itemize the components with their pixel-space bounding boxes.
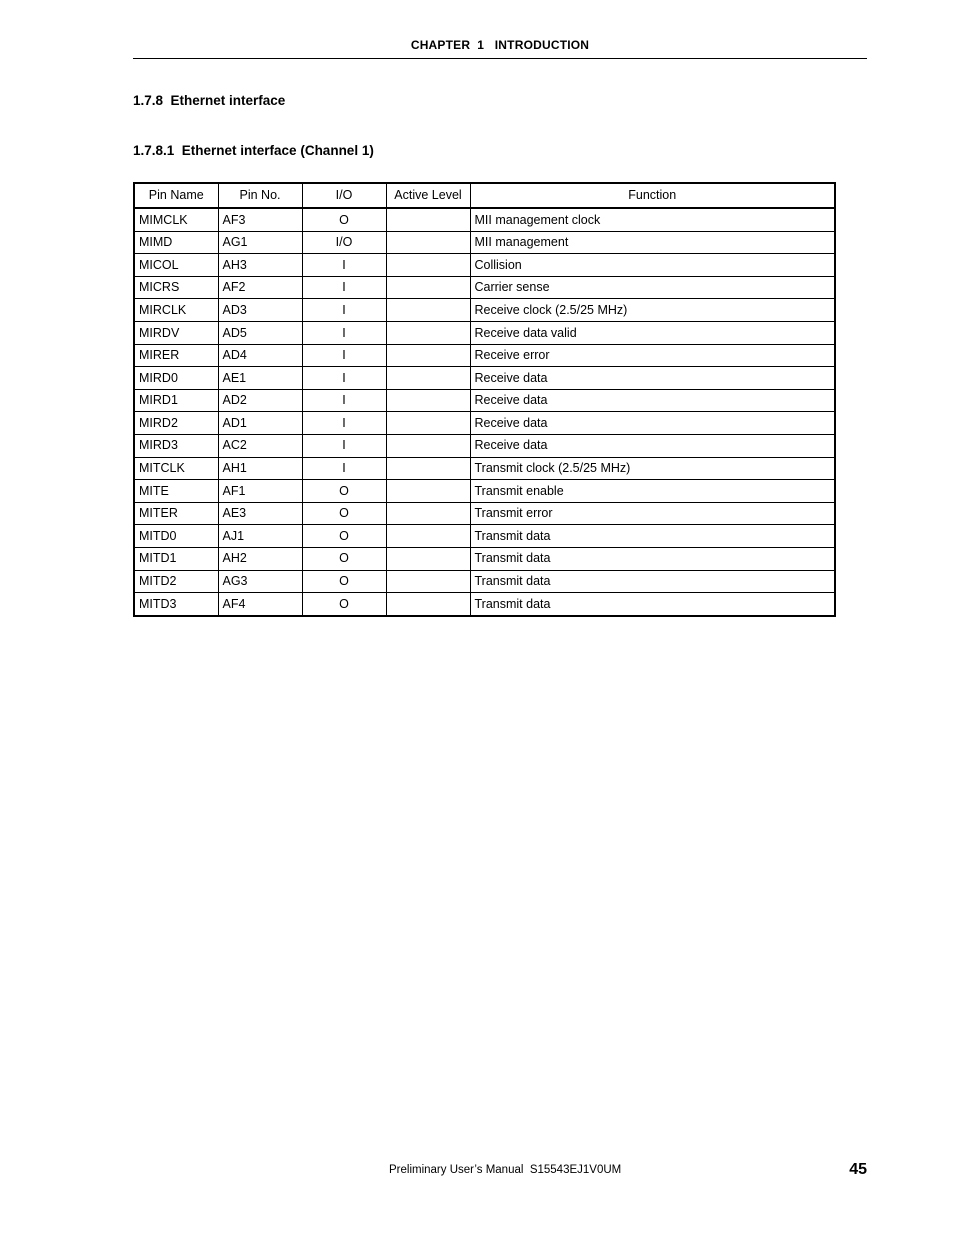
cell-pin-no: AD5 bbox=[218, 321, 302, 344]
cell-active-level bbox=[386, 389, 470, 412]
cell-io: I bbox=[302, 321, 386, 344]
cell-pin-name: MITER bbox=[134, 502, 218, 525]
cell-io: O bbox=[302, 480, 386, 503]
cell-pin-no: AH2 bbox=[218, 547, 302, 570]
cell-io: I/O bbox=[302, 231, 386, 254]
cell-pin-no: AD3 bbox=[218, 299, 302, 322]
cell-pin-name: MITD3 bbox=[134, 593, 218, 616]
cell-pin-name: MITD0 bbox=[134, 525, 218, 548]
table-row bbox=[134, 321, 835, 344]
cell-function: Carrier sense bbox=[470, 276, 835, 299]
table-row bbox=[134, 412, 835, 435]
cell-function: Receive data valid bbox=[470, 321, 835, 344]
pin-function-table bbox=[133, 182, 836, 617]
column-header-active-level: Active Level bbox=[386, 183, 470, 208]
table-row bbox=[134, 457, 835, 480]
cell-pin-name: MIRD3 bbox=[134, 434, 218, 457]
cell-function: Transmit data bbox=[470, 547, 835, 570]
cell-active-level bbox=[386, 412, 470, 435]
table-row bbox=[134, 547, 835, 570]
cell-function: Receive error bbox=[470, 344, 835, 367]
cell-pin-name: MIMD bbox=[134, 231, 218, 254]
cell-pin-no: AD2 bbox=[218, 389, 302, 412]
cell-function: Transmit data bbox=[470, 525, 835, 548]
cell-pin-no: AF1 bbox=[218, 480, 302, 503]
cell-pin-no: AD4 bbox=[218, 344, 302, 367]
cell-io: I bbox=[302, 344, 386, 367]
cell-active-level bbox=[386, 480, 470, 503]
running-header: CHAPTER 1 INTRODUCTION bbox=[410, 38, 590, 52]
cell-function: Transmit enable bbox=[470, 480, 835, 503]
cell-pin-name: MITD1 bbox=[134, 547, 218, 570]
cell-pin-no: AG3 bbox=[218, 570, 302, 593]
cell-io: I bbox=[302, 412, 386, 435]
table-row bbox=[134, 208, 835, 231]
table-row bbox=[134, 525, 835, 548]
cell-pin-name: MIMCLK bbox=[134, 208, 218, 231]
cell-active-level bbox=[386, 547, 470, 570]
column-header-pin-name: Pin Name bbox=[134, 183, 218, 208]
table-row bbox=[134, 231, 835, 254]
cell-active-level bbox=[386, 502, 470, 525]
cell-active-level bbox=[386, 254, 470, 277]
table-header-row bbox=[134, 183, 835, 208]
cell-pin-no: AE1 bbox=[218, 367, 302, 390]
cell-function: Transmit error bbox=[470, 502, 835, 525]
footer-manual-id: Preliminary User’s Manual S15543EJ1V0UM bbox=[389, 1164, 622, 1176]
cell-pin-no: AF2 bbox=[218, 276, 302, 299]
table-row bbox=[134, 434, 835, 457]
cell-function: Transmit data bbox=[470, 593, 835, 616]
table-row bbox=[134, 593, 835, 616]
cell-pin-no: AG1 bbox=[218, 231, 302, 254]
cell-io: O bbox=[302, 547, 386, 570]
table-row bbox=[134, 480, 835, 503]
cell-io: I bbox=[302, 276, 386, 299]
cell-function: Transmit clock (2.5/25 MHz) bbox=[470, 457, 835, 480]
cell-pin-no: AH3 bbox=[218, 254, 302, 277]
cell-pin-no: AF4 bbox=[218, 593, 302, 616]
cell-active-level bbox=[386, 525, 470, 548]
table-body bbox=[134, 208, 835, 616]
cell-io: O bbox=[302, 570, 386, 593]
cell-pin-name: MIRD0 bbox=[134, 367, 218, 390]
cell-pin-name: MITCLK bbox=[134, 457, 218, 480]
column-header-pin-no: Pin No. bbox=[218, 183, 302, 208]
cell-function: Receive data bbox=[470, 389, 835, 412]
cell-io: I bbox=[302, 434, 386, 457]
cell-function: Receive clock (2.5/25 MHz) bbox=[470, 299, 835, 322]
cell-function: Receive data bbox=[470, 367, 835, 390]
cell-pin-name: MITD2 bbox=[134, 570, 218, 593]
cell-active-level bbox=[386, 276, 470, 299]
table-row bbox=[134, 254, 835, 277]
cell-io: O bbox=[302, 593, 386, 616]
cell-active-level bbox=[386, 208, 470, 231]
cell-io: I bbox=[302, 457, 386, 480]
cell-io: I bbox=[302, 367, 386, 390]
cell-pin-name: MIRER bbox=[134, 344, 218, 367]
table-row bbox=[134, 570, 835, 593]
cell-pin-name: MIRD1 bbox=[134, 389, 218, 412]
cell-pin-name: MICOL bbox=[134, 254, 218, 277]
cell-io: I bbox=[302, 299, 386, 322]
table-row bbox=[134, 344, 835, 367]
cell-pin-name: MICRS bbox=[134, 276, 218, 299]
cell-pin-name: MIRDV bbox=[134, 321, 218, 344]
table-row bbox=[134, 502, 835, 525]
table-row bbox=[134, 367, 835, 390]
cell-active-level bbox=[386, 231, 470, 254]
cell-pin-no: AJ1 bbox=[218, 525, 302, 548]
cell-pin-name: MIRCLK bbox=[134, 299, 218, 322]
cell-pin-no: AE3 bbox=[218, 502, 302, 525]
table-row bbox=[134, 276, 835, 299]
cell-active-level bbox=[386, 299, 470, 322]
cell-active-level bbox=[386, 593, 470, 616]
cell-function: Collision bbox=[470, 254, 835, 277]
cell-active-level bbox=[386, 457, 470, 480]
table-row bbox=[134, 389, 835, 412]
cell-io: O bbox=[302, 502, 386, 525]
cell-function: MII management clock bbox=[470, 208, 835, 231]
column-header-function: Function bbox=[470, 183, 835, 208]
cell-io: O bbox=[302, 208, 386, 231]
cell-function: MII management bbox=[470, 231, 835, 254]
cell-function: Transmit data bbox=[470, 570, 835, 593]
cell-io: O bbox=[302, 525, 386, 548]
subsection-heading: 1.7.8.1 Ethernet interface (Channel 1) bbox=[133, 143, 374, 158]
cell-function: Receive data bbox=[470, 434, 835, 457]
cell-active-level bbox=[386, 344, 470, 367]
cell-pin-no: AF3 bbox=[218, 208, 302, 231]
cell-pin-name: MIRD2 bbox=[134, 412, 218, 435]
section-heading: 1.7.8 Ethernet interface bbox=[133, 93, 286, 108]
cell-io: I bbox=[302, 254, 386, 277]
cell-pin-no: AD1 bbox=[218, 412, 302, 435]
cell-active-level bbox=[386, 570, 470, 593]
cell-pin-no: AH1 bbox=[218, 457, 302, 480]
column-header-io: I/O bbox=[302, 183, 386, 208]
cell-io: I bbox=[302, 389, 386, 412]
page-number: 45 bbox=[849, 1161, 867, 1178]
cell-function: Receive data bbox=[470, 412, 835, 435]
cell-active-level bbox=[386, 434, 470, 457]
table-row bbox=[134, 299, 835, 322]
cell-pin-no: AC2 bbox=[218, 434, 302, 457]
header-rule bbox=[133, 58, 867, 59]
cell-active-level bbox=[386, 321, 470, 344]
cell-pin-name: MITE bbox=[134, 480, 218, 503]
cell-active-level bbox=[386, 367, 470, 390]
